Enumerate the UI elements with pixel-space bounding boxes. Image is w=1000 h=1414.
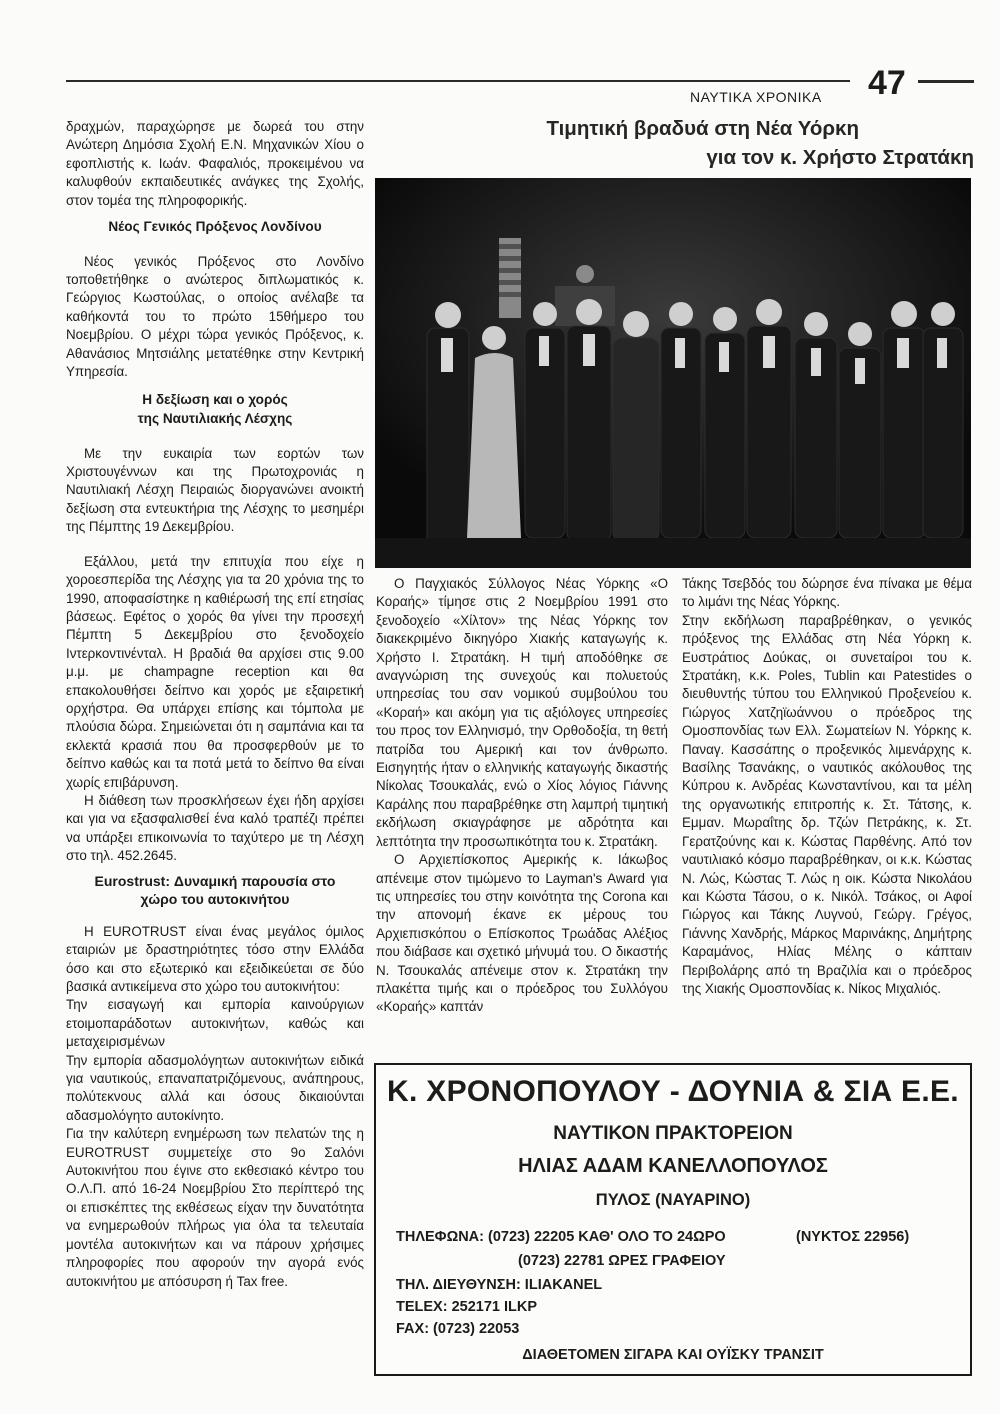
article-column-2: [376, 575, 668, 1017]
paragraph-salon: Για την καλύτερη ενημέρωση των πελατών της η EUROTRUST συμμετείχε στο 9ο Σαλόνι Αυτοκινήτου που έγινε στο εκθεσιακό κέντρο του Ο.Λ.Π. από 16-24 Νοεμβρίου Στο περίπτερό της οι επισκέπτες της εκθέσεως είχαν την δυνατότητα να ενημερωθούν πλήρως για όλα τα τελευταία μοντέλα αυτοκινήτων και να πάρουν χρήσιμες πληροφορίες που αφορούν την αγορά ενός αυτοκινήτου με απόσυρση ή Tax free.: [66, 1126, 364, 1289]
heading-reception-line2: της Ναυτιλιακής Λέσχης: [137, 411, 293, 427]
article-paragraph-3: Τάκης Τσεβδός του δώρησε ένα πίνακα με θέμα το λιμάνι της Νέας Υόρκης.: [682, 576, 972, 610]
paragraph-reception: Με την ευκαιρία των εορτών των Χριστουγέννων και της Πρωτοχρονιάς η Ναυτιλιακή Λέσχη Πειραιώς διοργανώνει ανοικτή δεξίωση στα εντευκτήρια της Λέσχης το μεσημέρι της Πέμπτης 19 Δεκεμβρίου.: [66, 445, 364, 535]
ad-phones-night: (ΝΥΚΤΟΣ 22956): [796, 1229, 910, 1245]
headline-line1: Τιμητική βραδυά στη Νέα Υόρκη: [546, 117, 859, 140]
heading-consul: Νέος Γενικός Πρόξενος Λονδίνου: [108, 219, 322, 235]
article-paragraph-2: Ο Αρχιεπίσκοπος Αμερικής κ. Ιάκωβος απένειμε στον τιμώμενο το Layman's Award για τις υπηρεσίες του στην κοινότητα της Corona και την απονομή έκανε εκ μέρους του Αρχιεπισκόπου ο Επίσκοπος Τρωάδας Αλέξιος που διάβασε και σχετικό μήνυμά του. Ο δικαστής Ν. Τσουκαλάς απένειμε στον κ. Στρατάκη την πλακέττα τιμής και ο πρόεδρος του Συλλόγου «Κοραής» καπτάν: [376, 852, 668, 1015]
page-number: 47: [868, 64, 906, 102]
article-paragraph-1: Ο Παγχιακός Σύλλογος Νέας Υόρκης «Ο Κοραής» τίμησε στις 2 Νοεμβρίου 1991 στο ξενοδοχείο «Χίλτον» της Νέας Υόρκης τον διακεκριμένο δικηγόρο Χιακής καταγωγής κ. Χρήστο Ι. Στρατάκη. Η τιμή αποδόθηκε σε αναγνώριση της συνεχούς και πολυετούς υπηρεσίας του σαν νομικού συμβούλου του «Κοραή» και ακόμη για τις αξιόλογες υπηρεσίες του προς τον Ελληνισμό, την Ορθοδοξία, τη θετή πατρίδα του Αμερική και τον άνθρωπο. Εισηγητής ήταν ο ελληνικής καταγωγής δικαστής Νίκολας Τσουκαλάς, ενώ ο Χίος λόγιος Γιάννης Καράλης που παραβρέθηκε στη λαμπρή τιμητική εκδήλωση σκιαγράφησε με αδρότητα και λεπτότητα την προσωπικότητα του κ. Στρατάκη.: [376, 576, 668, 849]
article-paragraph-4: Στην εκδήλωση παραβρέθηκαν, ο γενικός πρόξενος της Ελλάδας στη Νέα Υόρκη κ. Ευστράτιος Δούκας, οι συνεταίροι του κ. Στρατάκη, κ.κ. Poles, Tublin και Patestides ο διευθυντής τύπου του Ελληνικού Προξενείου κ. Γιώργος Χατζηϊωάννου ο πρόεδρος της Ομοσπονδίας των Ελλ. Σωματείων Ν. Υόρκης κ. Παναγ. Κασσάπης ο προξενικός λιμενάρχης κ. Βασίλης Τσανάκης, ο ναυτικός ακόλουθος της Κύπρου κ. Ανδρέας Κωνσταντίνου, και τα μέλη της οργανωτικής επιτροπής κ. Στ. Τάτσης, κ. Εμμαν. Μωραΐτης δρ. Τζών Πετράκης, κ. Στ. Γερατζούνης και κ. Κώστας Παρθένης. Από τον ναυτιλιακό κόσμο παραβρέθηκαν, οι κ.κ. Κώστας Ν. Λώς, Κώστας Τ. Λώς η οικ. Κώστα Νικολάου και Κώστα Τάσου, ο κ. Νικόλ. Τσάκος, οι Αφοί Γιώργος και Τάκης Λυγνού, Γεώργ. Γρέγος, Γιάννης Χανδρής, Μάρκος Μαρινάκης, Δημήτρης Καραμάνος, Ηλίας Μέλης ο κάπταιν Περιβολάρης από τη Βραζιλία και ο πρόεδρος της Χιακής Ομοσπονδίας κ. Νίκος Μιχαλιός.: [682, 612, 972, 996]
ad-fax: FAX: (0723) 22053: [396, 1321, 520, 1337]
paragraph-import: Την εισαγωγή και εμπορία καινούργιων ετοιμοπαράδοτων αυτοκινήτων, καθώς και μεταχειρισμένων: [66, 997, 364, 1050]
group-photo-image: [375, 178, 971, 568]
ad-cable-address: ΤΗΛ. ΔΙΕΥΘΥΝΣΗ: ILIAKANEL: [396, 1277, 603, 1293]
header-rule: [66, 80, 850, 82]
ad-telex: TELEX: 252171 ILKP: [396, 1299, 538, 1315]
ad-person: ΗΛΙΑΣ ΑΔΑΜ ΚΑΝΕΛΛΟΠΟΥΛΟΣ: [518, 1155, 828, 1177]
advertisement: [374, 1063, 972, 1376]
ad-town: ΠΥΛΟΣ (ΝΑΥΑΡΙΝΟ): [595, 1191, 751, 1209]
intro-paragraph: δραχμών, παραχώρησε με δωρεά του στην Ανώτερη Δημόσια Σχολή Ε.Ν. Μηχανικών Χίου ο εφοπλιστής κ. Ιωάν. Φαφαλιός, προκειμένου να καλυφθούν εκπαιδευτικές ανάγκες της Σχολής, στον τομέα της πληροφορικής.: [66, 119, 364, 208]
running-head: ΝΑΥΤΙΚΑ ΧΡΟΝΙΚΑ: [690, 89, 822, 105]
ad-phones-main: ΤΗΛΕΦΩΝΑ: (0723) 22205 ΚΑΘ' ΟΛΟ ΤΟ 24ΩΡΟ: [396, 1229, 726, 1245]
article-column-3: [682, 575, 972, 998]
article-headline: [414, 114, 974, 172]
heading-eurotrust-line1: Eurostrust: Δυναμική παρουσία στο: [94, 872, 336, 889]
paragraph-eurotrust: Η EUROTRUST είναι ένας μεγάλος όμιλος εταιριών με δραστηριότητες τόσο στην Ελλάδα όσο και στο εξωτερικό και εξειδικεύεται σε δύο βασικά αντικείμενα στο χώρο του αυτοκινήτου:: [66, 923, 364, 994]
ad-agency: ΝΑΥΤΙΚΟΝ ΠΡΑΚΤΟΡΕΙΟΝ: [553, 1123, 793, 1144]
ad-phones-office: (0723) 22781 ΩΡΕΣ ΓΡΑΦΕΙΟΥ: [518, 1253, 726, 1269]
header-rule-right: [918, 80, 974, 83]
paragraph-consul: Νέος γενικός Πρόξενος στο Λονδίνο τοποθετήθηκε ο ανώτερος διπλωματικός κ. Γεώργιος Κωστούλας, ο οποίος ανέλαβε τα καθήκοντά του το πρώτο 15θήμερο του Νοεμβρίου. Ο μέχρι τώρα γενικός Πρόξενος, κ. Αθανάσιος Μητσιάλης μετατέθηκε στην Κεντρική Υπηρεσία.: [66, 253, 364, 380]
left-column: [66, 118, 364, 1291]
heading-reception-line1: Η δεξίωση και ο χορός: [142, 392, 288, 408]
ad-company-name: Κ. ΧΡΟΝΟΠΟΥΛΟΥ - ΔΟΥΝΙΑ & ΣΙΑ Ε.Ε.: [387, 1075, 959, 1108]
paragraph-dutyfree: Την εμπορία αδασμολόγητων αυτοκινήτων ειδικά για ναυτικούς, επαναπατριζόμενους, ανάπηρους, πολύτεκνους αλλά και όσους δικαιούνται αδασμολόγητο αυτοκίνητο.: [66, 1052, 364, 1123]
heading-eurotrust-line2: χώρο του αυτοκινήτου: [140, 891, 290, 908]
group-photo: [375, 178, 971, 568]
paragraph-ball: Εξάλλου, μετά την επιτυχία που είχε η χοροεσπερίδα της Λέσχης για τα 20 χρόνια της το 1990, αποφασίστηκε η καθιέρωσή της επί ετησίας βάσεως. Εφέτος ο χορός θα γίνει την προσεχή Πέμπτη 5 Δεκεμβρίου στο ξενοδοχείο Ιντερκοντινένταλ. Η βραδιά θα αρχίσει στις 9.00 μ.μ. με champagne reception και θα επακολουθήσει δείπνο και χορός με εξαιρετική ορχήστρα. Θα υπάρχει επίσης και τόμπολα με πλούσια δώρα. Σημειώνεται ότι η σαμπάνια και τα εκλεκτά κρασιά που θα προσφερθούν με το δείπνο καθώς και τα ποτά μετά το δείπνο θα είναι χωρίς επιβάρυνση.: [66, 553, 364, 790]
headline-line2: για τον κ. Χρήστο Στρατάκη: [706, 146, 974, 169]
paragraph-invitations: Η διάθεση των προσκλήσεων έχει ήδη αρχίσει και για να εξασφαλισθεί ένα καλό τραπέζι πρέπει να υπάρξει επικοινωνία το ταχύτερο με τη Λέσχη στο τηλ. 452.2645.: [66, 792, 364, 864]
ad-footer: ΔΙΑΘΕΤΟΜΕΝ ΣΙΓΑΡΑ ΚΑΙ ΟΥΪΣΚΥ ΤΡΑΝΣΙΤ: [522, 1347, 824, 1363]
